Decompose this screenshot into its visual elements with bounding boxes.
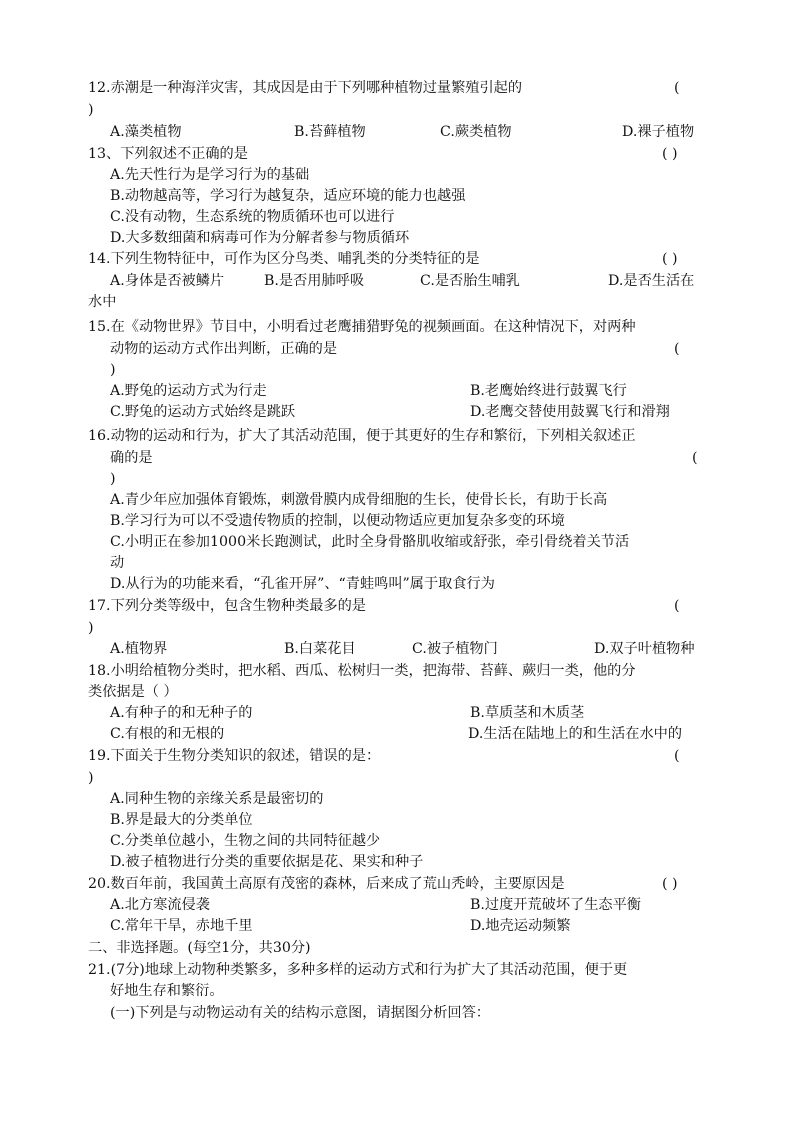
question-12-stem <box>0 77 793 99</box>
option-d: D.从行为的功能来看，“孔雀开屏”、“青蛙鸣叫”属于取食行为 <box>110 576 495 592</box>
option-c: C.野兔的运动方式始终是跳跃 <box>110 404 296 420</box>
option-d: D.生活在陆地上的和生活在水中的 <box>468 726 683 742</box>
answer-bracket-close: ) <box>88 102 94 118</box>
option-c: C.常年干旱，赤地千里 <box>110 918 253 934</box>
question-15-options-cd <box>0 401 793 423</box>
answer-bracket-close: ) <box>88 620 94 636</box>
option-b: B.是否用肺呼吸 <box>264 273 365 289</box>
question-stem: 动物的运动方式作出判断，正确的是 <box>110 341 338 357</box>
question-15-stem-line2 <box>0 338 793 360</box>
option-c-continuation: 动 <box>110 555 125 571</box>
question-18-stem-line2: 类依据是（ ） <box>88 684 178 700</box>
question-20-options-cd <box>0 915 793 937</box>
option-c: C.是否胎生哺乳 <box>420 273 520 289</box>
answer-bracket-close: ) <box>88 770 94 786</box>
option-b: B.白菜花目 <box>284 641 356 657</box>
option-d: D.老鹰交替使用鼓翼飞行和滑翔 <box>470 404 670 420</box>
question-14-options <box>0 270 793 292</box>
option-c: C.被子植物门 <box>412 641 498 657</box>
option-a: A.身体是否被鳞片 <box>110 273 225 289</box>
option-d: D.双子叶植物种 <box>594 641 695 657</box>
option-c: C.有根的和无根的 <box>110 726 225 742</box>
option-c: C.分类单位越小，生物之间的共同特征越少 <box>110 833 381 849</box>
question-20-options-ab <box>0 894 793 916</box>
question-21-stem-line2: 好地生存和繁衍。 <box>110 983 224 999</box>
option-a: A.同种生物的亲缘关系是最密切的 <box>110 791 324 807</box>
question-18-options-cd <box>0 723 793 745</box>
option-d: D.被子植物进行分类的重要依据是花、果实和种子 <box>110 854 424 870</box>
option-d: D.裸子植物 <box>622 124 695 140</box>
question-stem: 20.数百年前，我国黄土高原有茂密的森林，后来成了荒山秃岭，主要原因是 <box>88 876 565 892</box>
section-2-title: 二、非选择题。(每空1分，共30分) <box>88 940 311 956</box>
question-21-subpart: (一)下列是与动物运动有关的结构示意图，请据图分析回答： <box>110 1005 490 1021</box>
option-d: D.大多数细菌和病毒可作为分解者参与物质循环 <box>110 230 410 246</box>
answer-bracket-open: ( <box>674 598 680 614</box>
question-stem: 19.下面关于生物分类知识的叙述，错误的是： <box>88 748 381 764</box>
question-18-stem-line1: 18.小明给植物分类时，把水稻、西瓜、松树归一类，把海带、苔藓、蕨归一类，他的分 <box>88 663 636 679</box>
option-d-continuation: 水中 <box>88 294 117 310</box>
option-d: D.地壳运动频繁 <box>470 918 571 934</box>
option-a: A.野兔的运动方式为行走 <box>110 383 267 399</box>
option-b: B.界是最大的分类单位 <box>110 812 253 828</box>
question-stem: 13、下列叙述不正确的是 <box>88 146 248 162</box>
option-b: B.学习行为可以不受遗传物质的控制，以便动物适应更加复杂多变的环境 <box>110 513 565 529</box>
answer-bracket: ( ) <box>662 146 678 162</box>
question-17-options <box>0 638 793 660</box>
option-c: C.小明正在参加1000米长跑测试，此时全身骨骼肌收缩或舒张，牵引骨绕着关节活 <box>110 534 630 550</box>
answer-bracket-close: ) <box>110 471 116 487</box>
question-stem: 12.赤潮是一种海洋灾害，其成因是由于下列哪种植物过量繁殖引起的 <box>88 80 523 96</box>
question-13-stem <box>0 143 793 165</box>
option-a: A.青少年应加强体育锻炼，刺激骨膜内成骨细胞的生长，使骨长长，有助于长高 <box>110 492 608 508</box>
answer-bracket-open: ( <box>692 450 698 466</box>
answer-bracket: ( ) <box>662 876 678 892</box>
option-b: B.老鹰始终进行鼓翼飞行 <box>470 383 627 399</box>
option-a: A.藻类植物 <box>110 124 182 140</box>
answer-bracket-close: ) <box>110 362 116 378</box>
option-a: A.北方寒流侵袭 <box>110 897 210 913</box>
option-d: D.是否生活在 <box>608 273 695 289</box>
question-14-stem <box>0 248 793 270</box>
question-12-options <box>0 121 793 143</box>
question-20-stem <box>0 873 793 895</box>
question-stem: 14.下列生物特征中，可作为区分鸟类、哺乳类的分类特征的是 <box>88 251 480 267</box>
answer-bracket: ( ) <box>662 251 678 267</box>
question-15-stem-line1: 15.在《动物世界》节目中，小明看过老鹰捕猎野兔的视频画面。在这种情况下，对两种 <box>88 319 636 335</box>
question-19-stem <box>0 745 793 767</box>
question-17-stem <box>0 595 793 617</box>
option-c: C.蕨类植物 <box>440 124 512 140</box>
question-18-options-ab <box>0 702 793 724</box>
option-c: C.没有动物，生态系统的物质循环也可以进行 <box>110 209 395 225</box>
answer-bracket-open: ( <box>674 341 680 357</box>
question-stem: 确的是 <box>110 450 153 466</box>
answer-bracket-open: ( <box>674 80 680 96</box>
option-b: B.过度开荒破坏了生态平衡 <box>470 897 641 913</box>
answer-bracket-open: ( <box>674 748 680 764</box>
question-21-stem-line1: 21.(7分)地球上动物种类繁多，多种多样的运动方式和行为扩大了其活动范围，便于更 <box>88 962 628 978</box>
option-a: A.植物界 <box>110 641 168 657</box>
question-stem: 17.下列分类等级中，包含生物种类最多的是 <box>88 598 366 614</box>
option-a: A.有种子的和无种子的 <box>110 705 253 721</box>
question-15-options-ab <box>0 380 793 402</box>
question-16-stem-line1: 16.动物的运动和行为，扩大了其活动范围，便于其更好的生存和繁衍，下列相关叙述正 <box>88 428 636 444</box>
question-16-stem-line2 <box>0 447 793 469</box>
option-a: A.先天性行为是学习行为的基础 <box>110 167 310 183</box>
option-b: B.草质茎和木质茎 <box>470 705 585 721</box>
option-b: B.动物越高等，学习行为越复杂，适应环境的能力也越强 <box>110 188 466 204</box>
option-b: B.苔藓植物 <box>294 124 366 140</box>
